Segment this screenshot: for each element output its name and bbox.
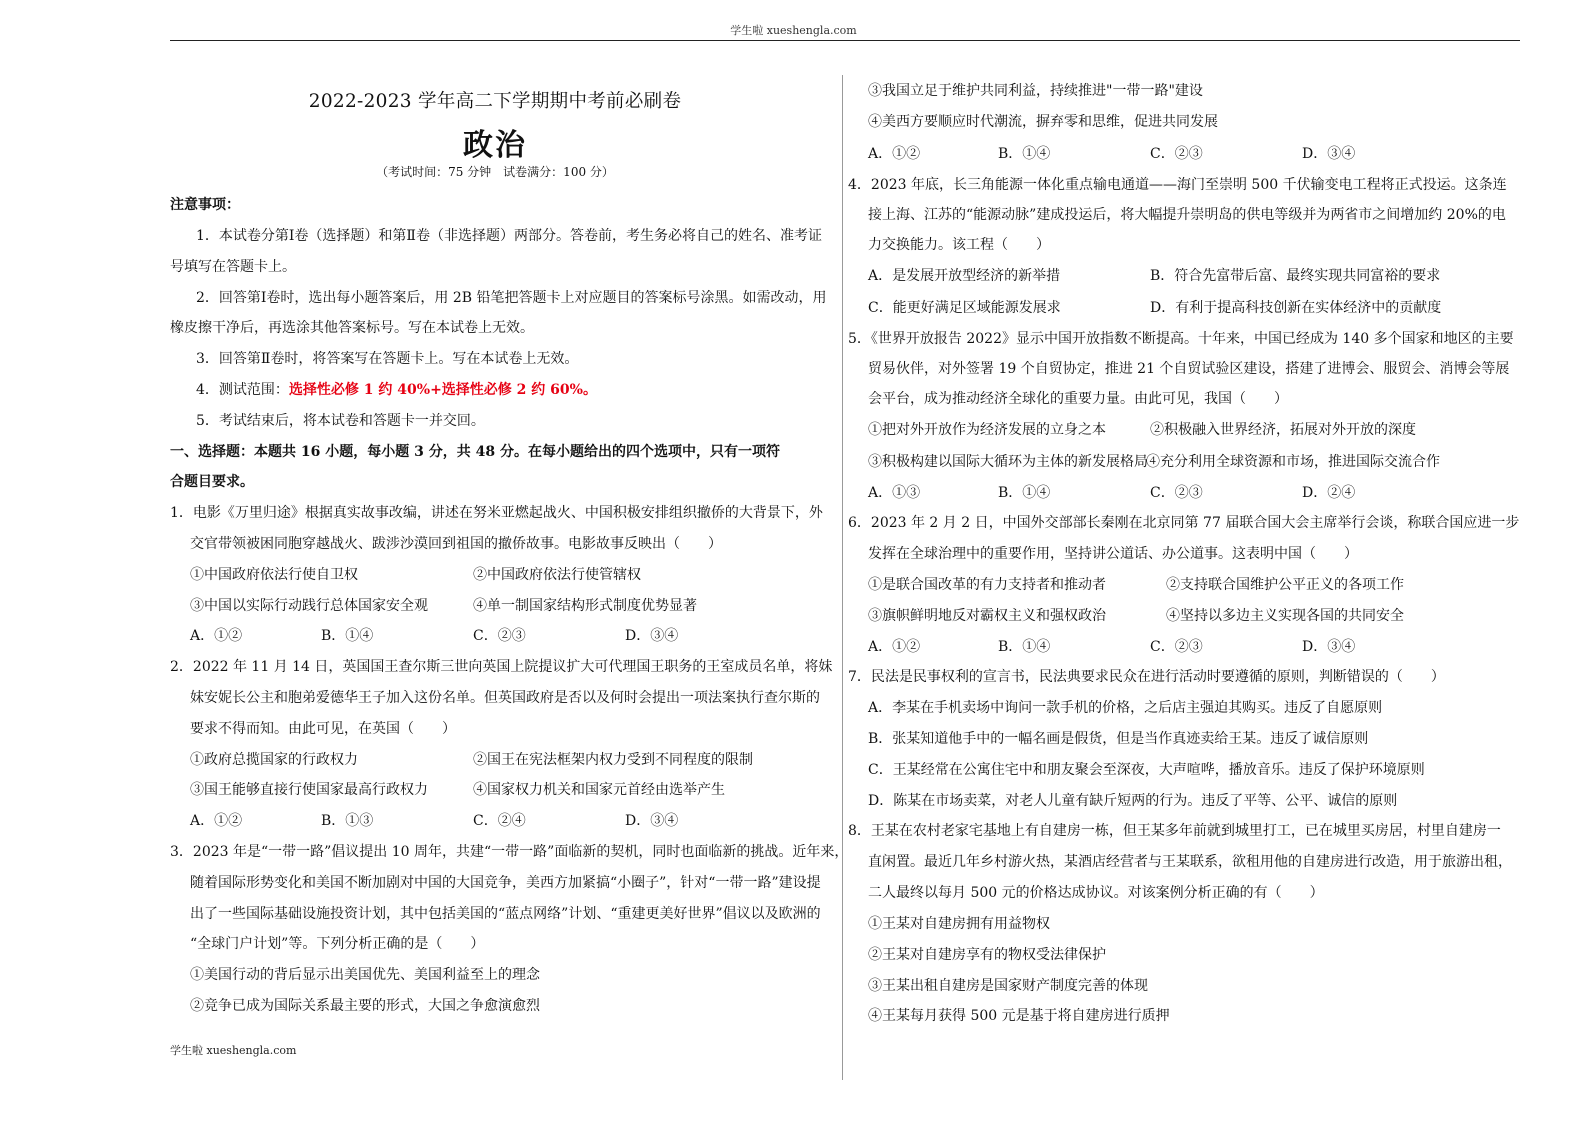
q5-option-d[interactable]: D．②④ — [1302, 485, 1356, 501]
q1-statement-3: ③中国以实际行动践行总体国家安全观 — [190, 598, 428, 614]
section1-heading: 一、选择题：本题共 16 小题，每小题 3 分，共 48 分。在每小题给出的四个选项中，只有一项符 — [170, 444, 780, 460]
q1-option-a[interactable]: A．①② — [190, 628, 243, 644]
q6-statement-4: ④坚持以多边主义实现各国的共同安全 — [1166, 608, 1404, 624]
q2-options — [190, 812, 810, 830]
q5-option-b[interactable]: B．①④ — [998, 485, 1051, 501]
notice-item-4-label: 4．测试范围： — [196, 382, 289, 398]
header-site: 学生啦 xueshengla.com — [730, 24, 857, 37]
q2-statement-4: ④国家权力机关和国家元首经由选举产生 — [473, 782, 725, 798]
q4-option-b[interactable]: B．符合先富带后富、最终实现共同富裕的要求 — [1150, 268, 1441, 284]
q6-option-c[interactable]: C．②③ — [1150, 639, 1203, 655]
q4-option-c[interactable]: C．能更好满足区域能源发展求 — [868, 300, 1061, 316]
q4-option-a[interactable]: A．是发展开放型经济的新举措 — [868, 268, 1061, 284]
q2-statement-1: ①政府总揽国家的行政权力 — [190, 752, 358, 768]
notice-item-3: 3．回答第Ⅱ卷时，将答案写在答题卡上。写在本试卷上无效。 — [196, 351, 579, 367]
footer-site: 学生啦 xueshengla.com — [170, 1044, 297, 1057]
q3-option-b[interactable]: B．①④ — [998, 146, 1051, 162]
q5-statement-4: ④充分利用全球资源和市场，推进国际交流合作 — [1146, 454, 1440, 470]
q1-option-d[interactable]: D．③④ — [625, 628, 679, 644]
column-divider — [842, 75, 843, 1080]
q2-option-a[interactable]: A．①② — [190, 813, 243, 829]
q1-stem-cont: 交官带领被困同胞穿越战火、跋涉沙漠回到祖国的撤侨故事。电影故事反映出（ ） — [190, 536, 722, 552]
q2-statement-3: ③国王能够直接行使国家最高行政权力 — [190, 782, 428, 798]
q5-option-c[interactable]: C．②③ — [1150, 485, 1203, 501]
q3-stem-cont-2: 出了一些国际基础设施投资计划，其中包括美国的“蓝点网络”计划、“重建更美好世界”倡议以及欧洲的 — [190, 906, 821, 922]
q5-statement-1: ①把对外开放作为经济发展的立身之本 — [868, 422, 1106, 438]
q4-stem-cont-2: 力交换能力。该工程（ ） — [868, 237, 1050, 253]
q1-option-b[interactable]: B．①④ — [321, 628, 374, 644]
q8-stem: 8．王某在农村老家宅基地上有自建房一栋，但王某多年前就到城里打工，已在城里买房居，村里自建房一 — [848, 823, 1501, 839]
q1-option-c[interactable]: C．②③ — [473, 628, 526, 644]
q5-options — [868, 484, 1488, 502]
q6-options — [868, 638, 1488, 656]
q8-statement-4: ④王某每月获得 500 元是基于将自建房进行质押 — [868, 1008, 1170, 1024]
q7-option-a[interactable]: A．李某在手机卖场中询问一款手机的价格，之后店主强迫其购买。违反了自愿原则 — [868, 700, 1383, 716]
notice-item-1a: 1．本试卷分第Ⅰ卷（选择题）和第Ⅱ卷（非选择题）两部分。答卷前，考生务必将自己的姓名、准考证 — [196, 228, 822, 244]
q5-stem-cont-2: 会平台，成为推动经济全球化的重要力量。由此可见，我国（ ） — [868, 391, 1288, 407]
q4-stem: 4．2023 年底，长三角能源一体化重点输电通道——海门至崇明 500 千伏输变电工程将正式投运。这条连 — [848, 177, 1507, 193]
q2-stem-cont-2: 要求不得而知。由此可见，在英国（ ） — [190, 721, 456, 737]
q1-statement-2: ②中国政府依法行使管辖权 — [473, 567, 641, 583]
q3-statement-4: ④美西方要顺应时代潮流，摒弃零和思维，促进共同发展 — [868, 114, 1218, 130]
header-rule — [170, 40, 1520, 41]
q3-statement-1: ①美国行动的背后显示出美国优先、美国利益至上的理念 — [190, 967, 540, 983]
q3-option-a[interactable]: A．①② — [868, 146, 921, 162]
q4-stem-cont-1: 接上海、江苏的“能源动脉”建成投运后，将大幅提升崇明岛的供电等级并为两省市之间增加约 20%的电 — [868, 207, 1506, 223]
q1-stem: 1．电影《万里归途》根据真实故事改编，讲述在努米亚燃起战火、中国积极安排组织撤侨的大背景下，外 — [170, 505, 823, 521]
q8-statement-1: ①王某对自建房拥有用益物权 — [868, 916, 1050, 932]
q7-option-d[interactable]: D．陈某在市场卖菜，对老人儿童有缺斤短两的行为。违反了平等、公平、诚信的原则 — [868, 793, 1398, 809]
section1-heading-cont: 合题目要求。 — [170, 474, 254, 490]
q5-statement-3: ③积极构建以国际大循环为主体的新发展格局 — [868, 454, 1148, 470]
q5-statement-2: ②积极融入世界经济，拓展对外开放的深度 — [1150, 422, 1416, 438]
notice-item-2b: 橡皮擦干净后，再选涂其他答案标号。写在本试卷上无效。 — [170, 320, 534, 336]
q6-option-d[interactable]: D．③④ — [1302, 639, 1356, 655]
notice-item-4 — [196, 381, 597, 399]
q6-stem-cont: 发挥在全球治理中的重要作用，坚持讲公道话、办公道事。这表明中国（ ） — [868, 546, 1358, 562]
q2-stem: 2．2022 年 11 月 14 日，英国国王查尔斯三世向英国上院提议扩大可代理国王职务的王室成员名单，将妹 — [170, 659, 833, 675]
q3-statement-2: ②竞争已成为国际关系最主要的形式，大国之争愈演愈烈 — [190, 998, 540, 1014]
q6-statement-1: ①是联合国改革的有力支持者和推动者 — [868, 577, 1106, 593]
q6-option-b[interactable]: B．①④ — [998, 639, 1051, 655]
q6-statement-3: ③旗帜鲜明地反对霸权主义和强权政治 — [868, 608, 1106, 624]
q5-stem: 5．《世界开放报告 2022》显示中国开放指数不断提高。十年来，中国已经成为 140 多个国家和地区的主要 — [848, 331, 1514, 347]
q3-option-d[interactable]: D．③④ — [1302, 146, 1356, 162]
exam-info: （考试时间：75 分钟 试卷满分：100 分） — [376, 165, 614, 179]
q8-stem-cont-2: 二人最终以每月 500 元的价格达成协议。对该案例分析正确的有（ ） — [868, 885, 1324, 901]
q7-stem: 7．民法是民事权利的宣言书，民法典要求民众在进行活动时要遵循的原则，判断错误的（ ） — [848, 669, 1445, 685]
q6-stem: 6．2023 年 2 月 2 日，中国外交部部长秦刚在北京同第 77 届联合国大会主席举行会谈，称联合国应进一步 — [848, 515, 1520, 531]
notice-heading: 注意事项： — [170, 197, 240, 213]
q3-stem: 3．2023 年是“一带一路”倡议提出 10 周年，共建“一带一路”面临新的契机，同时也面临新的挑战。近年来， — [170, 844, 849, 860]
q3-options — [868, 145, 1488, 163]
q5-option-a[interactable]: A．①③ — [868, 485, 921, 501]
q1-options — [190, 627, 810, 645]
q2-option-b[interactable]: B．①③ — [321, 813, 374, 829]
q6-statement-2: ②支持联合国维护公平正义的各项工作 — [1166, 577, 1404, 593]
q3-option-c[interactable]: C．②③ — [1150, 146, 1203, 162]
notice-item-5: 5．考试结束后，将本试卷和答题卡一并交回。 — [196, 413, 485, 429]
q5-stem-cont-1: 贸易伙伴，对外签署 19 个自贸协定，推进 21 个自贸试验区建设，搭建了进博会、服贸会、消博会等展 — [868, 361, 1510, 377]
notice-item-2a: 2．回答第Ⅰ卷时，选出每小题答案后，用 2B 铅笔把答题卡上对应题目的答案标号涂黑。如需改动，用 — [196, 290, 827, 306]
q8-stem-cont-1: 直闲置。最近几年乡村游火热，某酒店经营者与王某联系，欲租用他的自建房进行改造，用于旅游出租， — [868, 854, 1512, 870]
q3-statement-3: ③我国立足于维护共同利益，持续推进"一带一路"建设 — [868, 83, 1203, 99]
q1-statement-1: ①中国政府依法行使自卫权 — [190, 567, 358, 583]
q7-option-b[interactable]: B．张某知道他手中的一幅名画是假货，但是当作真迹卖给王某。违反了诚信原则 — [868, 731, 1369, 747]
q2-stem-cont-1: 妹安妮长公主和胞弟爱德华王子加入这份名单。但英国政府是否以及何时会提出一项法案执行查尔斯的 — [190, 690, 820, 706]
q4-option-d[interactable]: D．有利于提高科技创新在实体经济中的贡献度 — [1150, 300, 1442, 316]
q1-statement-4: ④单一制国家结构形式制度优势显著 — [473, 598, 697, 614]
q2-statement-2: ②国王在宪法框架内权力受到不同程度的限制 — [473, 752, 753, 768]
q6-option-a[interactable]: A．①② — [868, 639, 921, 655]
notice-item-1b: 号填写在答题卡上。 — [170, 259, 296, 275]
test-scope: 选择性必修 1 约 40%+选择性必修 2 约 60%。 — [288, 382, 597, 398]
q3-stem-cont-3: “全球门户计划”等。下列分析正确的是（ ） — [190, 936, 485, 952]
q8-statement-2: ②王某对自建房享有的物权受法律保护 — [868, 947, 1106, 963]
q7-option-c[interactable]: C．王某经常在公寓住宅中和朋友聚会至深夜，大声喧哗，播放音乐。违反了保护环境原则 — [868, 762, 1425, 778]
q2-option-d[interactable]: D．③④ — [625, 813, 679, 829]
subject-title: 政治 — [463, 128, 527, 163]
q8-statement-3: ③王某出租自建房是国家财产制度完善的体现 — [868, 978, 1148, 994]
q3-stem-cont-1: 随着国际形势变化和美国不断加剧对中国的大国竞争，美西方加紧搞“小圈子”，针对“一带一路”建设提 — [190, 875, 821, 891]
exam-title: 2022-2023 学年高二下学期期中考前必刷卷 — [308, 91, 682, 112]
q2-option-c[interactable]: C．②④ — [473, 813, 526, 829]
